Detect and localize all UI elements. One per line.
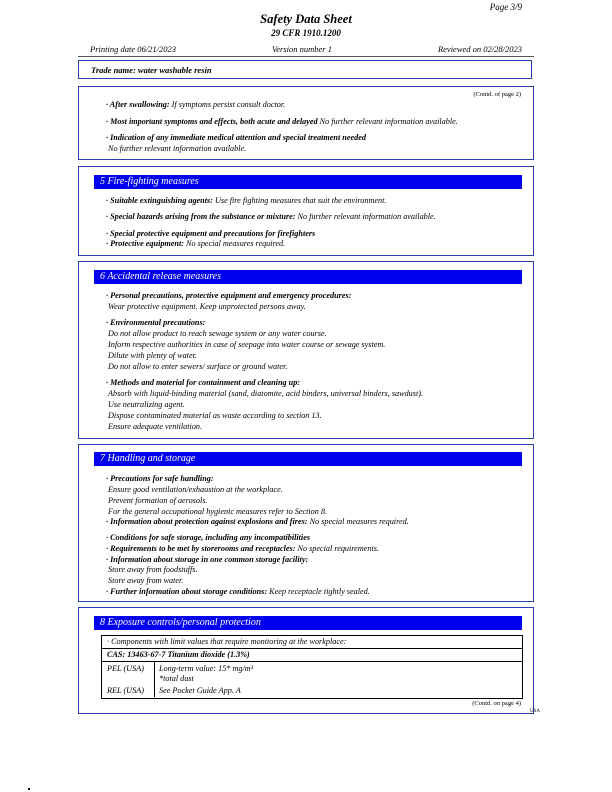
- printing-date: Printing date 06/21/2023: [90, 44, 176, 54]
- environmental-line-4: Do not allow to enter sewers/ surface or ground water.: [108, 362, 288, 371]
- exposure-limits-table: [101, 635, 523, 699]
- special-hazards-line: · Special hazards arising from the substance or mixture: No further relevant information available.: [106, 212, 436, 221]
- header-divider: [78, 56, 534, 57]
- document-title: Safety Data Sheet: [260, 12, 352, 26]
- section-8-heading: 8 Exposure controls/personal protection: [94, 616, 522, 630]
- common-storage-line-1: Store away from foodstuffs.: [108, 565, 198, 574]
- medical-attention-text: No further relevant information available.: [108, 144, 247, 153]
- after-swallowing-line: · After swallowing: If symptoms persist consult doctor.: [106, 100, 286, 109]
- section-7-heading: 7 Handling and storage: [94, 452, 522, 466]
- section-5-heading: 5 Fire-fighting measures: [94, 175, 522, 189]
- firefighter-precautions-line: · Special protective equipment and precautions for firefighters: [106, 229, 316, 238]
- containment-line-1: Absorb with liquid-binding material (sand, diatomite, acid binders, universal binders, sawdust).: [108, 389, 423, 398]
- containment-line-2: Use neutralizing agent.: [108, 400, 185, 409]
- containment-line-3: Dispose contaminated material as waste according to section 13.: [108, 411, 322, 420]
- reviewed-date: Reviewed on 02/28/2023: [437, 44, 522, 54]
- personal-precautions-text: Wear protective equipment. Keep unprotected persons away.: [108, 302, 306, 311]
- page-number: Page 3/9: [489, 2, 522, 12]
- rel-value: See Pocket Guide App. A: [159, 686, 241, 695]
- medical-attention-line: · Indication of any immediate medical attention and special treatment needed: [106, 133, 366, 142]
- common-storage-label: · Information about storage in one common storage facility:: [106, 555, 309, 564]
- containment-methods-label: · Methods and material for containment and cleaning up:: [106, 378, 301, 387]
- rel-label: REL (USA): [107, 686, 144, 695]
- section-6-heading: 6 Accidental release measures: [94, 270, 522, 284]
- section-6-box: [78, 261, 534, 439]
- environmental-precautions-label: · Environmental precautions:: [106, 318, 206, 327]
- pel-note: *total dust: [159, 674, 194, 683]
- section-5-box: [78, 166, 534, 256]
- personal-precautions-label: · Personal precautions, protective equipment and emergency procedures:: [106, 291, 352, 300]
- symptoms-line: · Most important symptoms and effects, both acute and delayed No further relevant information available.: [106, 117, 458, 126]
- table-row: CAS: 13463-67-7 Titanium dioxide (1.3%): [102, 649, 522, 662]
- environmental-line-1: Do not allow product to reach sewage system or any water course.: [108, 329, 327, 338]
- pel-label: PEL (USA): [107, 664, 144, 673]
- pel-value: Long-term value: 15* mg/m³: [159, 664, 254, 673]
- storage-conditions-line: · Further information about storage conditions: Keep receptacle tightly sealed.: [106, 587, 370, 596]
- section-4-box: [78, 86, 534, 160]
- environmental-line-2: Inform respective authorities in case of seepage into water course or sewage system.: [108, 340, 386, 349]
- contd-of-page: (Contd. of page 2): [473, 91, 521, 98]
- section-8-box: [78, 607, 534, 714]
- containment-line-4: Ensure adequate ventilation.: [108, 422, 203, 431]
- safe-handling-label: · Precautions for safe handling:: [106, 474, 214, 483]
- trade-name-box: Trade name: water washable resin: [78, 60, 532, 79]
- document-subtitle: 29 CFR 1910.1200: [271, 28, 341, 38]
- section-7-box: [78, 444, 534, 602]
- environmental-line-3: Dilute with plenty of water.: [108, 351, 197, 360]
- explosion-protection-line: · Information about protection against explosions and fires: No special measures required.: [106, 517, 409, 526]
- safe-handling-line-3: For the general occupational hygienic measures refer to Section 8.: [108, 507, 328, 516]
- page-mark: [28, 788, 30, 790]
- common-storage-line-2: Store away from water.: [108, 576, 184, 585]
- version-number: Version number 1: [272, 44, 332, 54]
- extinguishing-agents-line: · Suitable extinguishing agents: Use fire fighting measures that suit the environment.: [106, 196, 387, 205]
- safe-storage-conditions-label: · Conditions for safe storage, including any incompatibilities: [106, 533, 311, 542]
- table-row: [102, 662, 522, 697]
- contd-on-page: (Contd. on page 4): [472, 700, 521, 707]
- safe-handling-line-2: Prevent formation of aerosols.: [108, 496, 208, 505]
- table-row: · Components with limit values that require monitoring at the workplace:: [102, 636, 522, 649]
- country-footer: USA: [529, 709, 540, 714]
- storeroom-requirements-line: · Requirements to be met by storerooms and receptacles: No special requirements.: [106, 544, 379, 553]
- safe-handling-line-1: Ensure good ventilation/exhaustion at the workplace.: [108, 485, 283, 494]
- protective-equipment-line: · Protective equipment: No special measures required.: [106, 239, 286, 248]
